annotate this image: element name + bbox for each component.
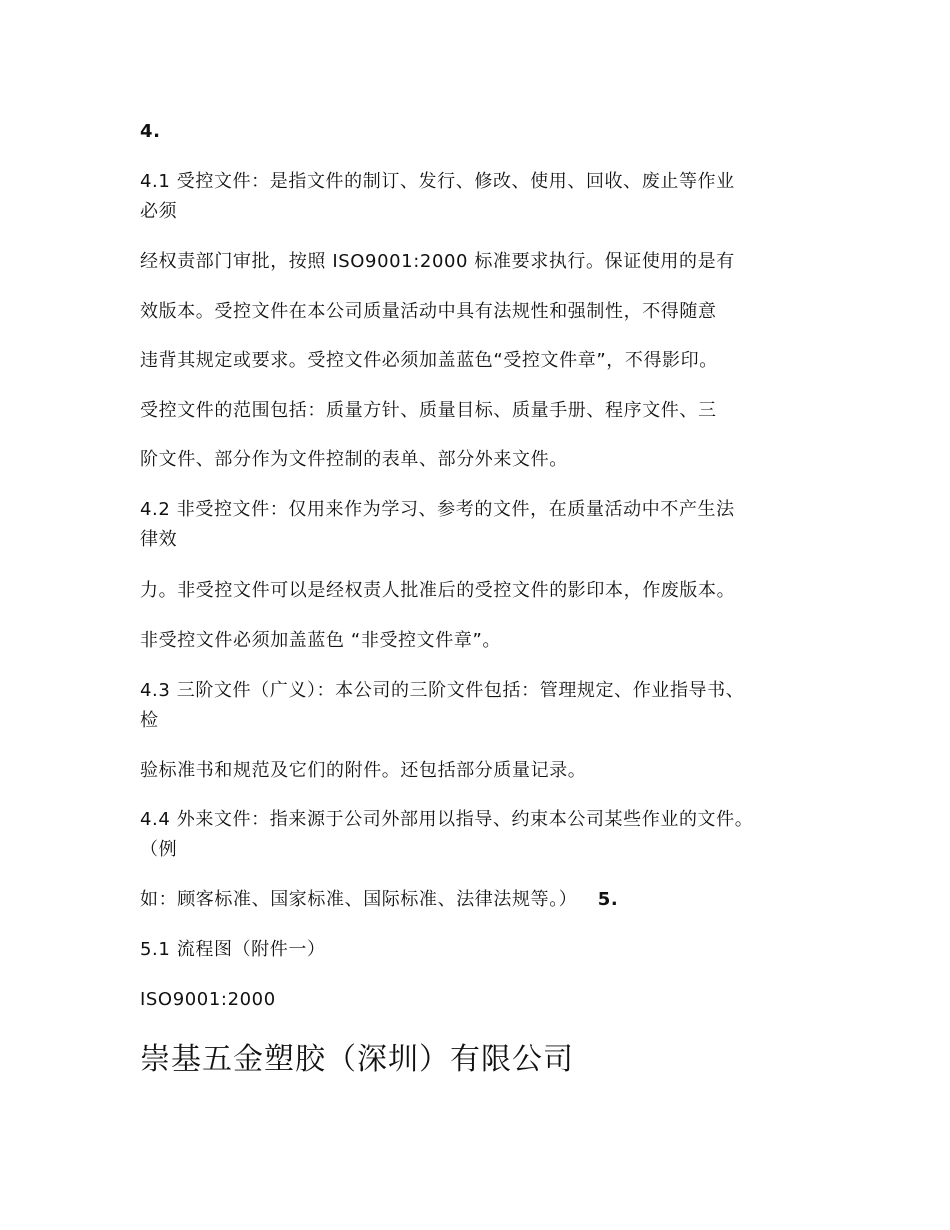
paragraph-4-4-line-1: 4.4 外来文件：指来源于公司外部用以指导、约束本公司某些作业的文件。 <box>140 809 754 830</box>
paragraph-4-1-line-6: 受控文件的范围包括：质量方针、质量目标、质量手册、程序文件、三 <box>140 400 717 421</box>
paragraph-4-4-text: 如：顾客标准、国家标准、国际标准、法律法规等。） <box>140 889 578 910</box>
standard-reference: ISO9001:2000 <box>140 989 276 1010</box>
paragraph-4-1-line-5: 违背其规定或要求。受控文件必须加盖蓝色“受控文件章”，不得影印。 <box>140 350 718 371</box>
paragraph-4-1-line-2: 必须 <box>140 201 178 222</box>
company-name: 崇基五金塑胶（深圳）有限公司 <box>140 1042 574 1077</box>
paragraph-4-2-line-4: 非受控文件必须加盖蓝色 “非受控文件章”。 <box>140 630 501 651</box>
paragraph-4-1-line-4: 效版本。受控文件在本公司质量活动中具有法规性和强制性，不得随意 <box>140 301 717 322</box>
paragraph-5-1: 5.1 流程图（附件一） <box>140 939 326 960</box>
paragraph-4-1-line-7: 阶文件、部分作为文件控制的表单、部分外来文件。 <box>140 449 568 470</box>
paragraph-4-2-line-3: 力。非受控文件可以是经权责人批准后的受控文件的影印本，作废版本。 <box>140 580 736 601</box>
paragraph-4-4-line-2: （例 <box>140 839 178 860</box>
paragraph-4-4-line-3 <box>140 886 830 914</box>
paragraph-4-3-line-1: 4.3 三阶文件（广义）：本公司的三阶文件包括：管理规定、作业指导书、 <box>140 680 745 701</box>
paragraph-4-3-line-3: 验标准书和规范及它们的附件。还包括部分质量记录。 <box>140 760 587 781</box>
section-4-heading: 4. <box>140 121 161 142</box>
paragraph-4-1-line-3: 经权责部门审批，按照 ISO9001:2000 标准要求执行。保证使用的是有 <box>140 251 735 272</box>
paragraph-4-2-line-1: 4.2 非受控文件：仅用来作为学习、参考的文件，在质量活动中不产生法 <box>140 499 735 520</box>
paragraph-4-3-line-2: 检 <box>140 710 159 731</box>
section-5-heading: 5. <box>597 889 619 910</box>
paragraph-4-1-line-1: 4.1 受控文件：是指文件的制订、发行、修改、使用、回收、废止等作业 <box>140 171 735 192</box>
paragraph-4-2-line-2: 律效 <box>140 529 178 550</box>
